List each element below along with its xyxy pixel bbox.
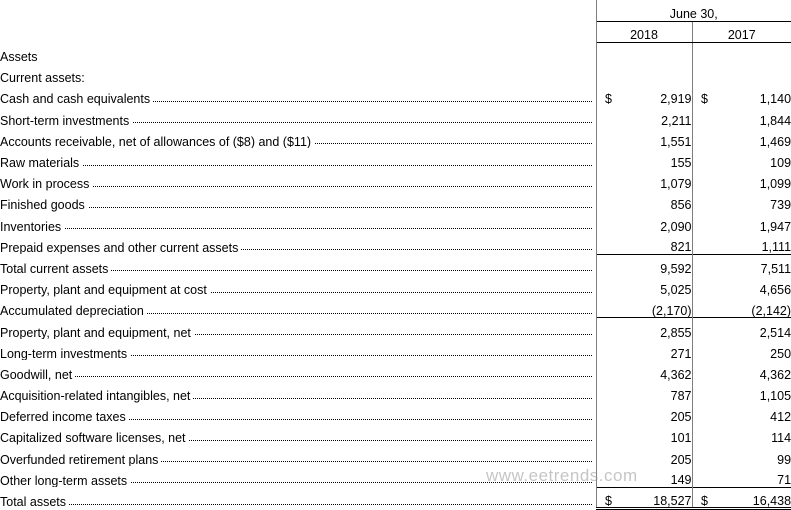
row-label [0, 212, 596, 233]
row-label-text: Accounts receivable, net of allowances of ($8) and ($11) [0, 135, 314, 149]
leader-dots [0, 376, 592, 377]
currency-symbol-2017 [692, 297, 708, 318]
value-2018: 1,551 [612, 127, 692, 148]
table-row [0, 42, 791, 63]
row-label-text: Acquisition-related intangibles, net [0, 389, 193, 403]
row-label [0, 191, 596, 212]
value-2017: 1,140 [759, 92, 791, 107]
row-label [0, 170, 596, 191]
currency-symbol-2018 [596, 445, 612, 466]
row-label-text: Goodwill, net [0, 368, 75, 382]
table-row [0, 339, 791, 360]
value-2017: 2,514 [708, 318, 791, 339]
row-label [0, 403, 596, 424]
row-label-text: Property, plant and equipment, net [0, 326, 194, 340]
table-row [0, 212, 791, 233]
row-label-text: Accumulated depreciation [0, 304, 147, 318]
header-row-period [0, 0, 791, 21]
row-label-text: Capitalized software licenses, net [0, 431, 189, 445]
value-2017: 739 [770, 198, 791, 213]
currency-symbol-2017 [692, 275, 708, 296]
currency-symbol-2017 [692, 148, 708, 169]
value-2018: 9,592 [612, 254, 692, 275]
value-2017 [708, 64, 791, 85]
currency-symbol-2017: $ [692, 487, 708, 508]
row-label [0, 148, 596, 169]
row-label-text: Property, plant and equipment at cost [0, 283, 210, 297]
table-row [0, 106, 791, 127]
row-label-text: Current assets: [0, 71, 88, 85]
row-label [0, 127, 596, 148]
row-label [0, 360, 596, 381]
table-row [0, 85, 791, 106]
value-2017: 4,362 [759, 367, 791, 382]
header-year-2017: 2017 [692, 21, 791, 42]
currency-symbol-2018 [596, 127, 612, 148]
value-2018: 2,211 [612, 106, 692, 127]
value-2017: 412 [770, 410, 791, 425]
currency-symbol-2018 [596, 233, 612, 254]
value-2018: 821 [612, 233, 692, 254]
header-spacer [0, 0, 596, 21]
row-label [0, 445, 596, 466]
currency-symbol-2017 [692, 381, 708, 402]
table-row [0, 360, 791, 381]
currency-symbol-2018 [596, 254, 612, 275]
value-2018: 18,527 [612, 487, 692, 508]
currency-symbol-2017 [692, 403, 708, 424]
currency-symbol-2018 [596, 106, 612, 127]
value-2018 [612, 42, 692, 63]
currency-symbol-2017 [692, 170, 708, 191]
value-2018: 205 [612, 403, 692, 424]
value-2017: 1,105 [759, 389, 791, 404]
currency-symbol-2017 [692, 233, 708, 254]
value-2018: 2,855 [612, 318, 692, 339]
table-row [0, 445, 791, 466]
value-2018: (2,170) [612, 297, 692, 318]
table-row [0, 466, 791, 487]
table-row [0, 318, 791, 339]
currency-symbol-2018: $ [596, 487, 612, 508]
currency-symbol-2018 [596, 381, 612, 402]
currency-symbol-2018 [596, 403, 612, 424]
table-row [0, 233, 791, 254]
currency-symbol-2018 [596, 148, 612, 169]
value-2017: 250 [770, 346, 791, 361]
row-label [0, 254, 596, 275]
value-2017: 7,511 [708, 254, 791, 275]
value-2018: 4,362 [612, 360, 692, 381]
table-row [0, 275, 791, 296]
row-label-text: Raw materials [0, 156, 82, 170]
value-2018: 271 [612, 339, 692, 360]
row-label [0, 297, 596, 318]
currency-symbol-2017 [692, 64, 708, 85]
row-label-text: Inventories [0, 220, 64, 234]
currency-symbol-2017 [692, 127, 708, 148]
value-2017: 1,099 [759, 177, 791, 192]
value-2017: 114 [771, 431, 791, 446]
value-2018 [612, 64, 692, 85]
row-label-text: Deferred income taxes [0, 410, 129, 424]
value-2017: 16,438 [708, 487, 791, 508]
table-row [0, 381, 791, 402]
table-row [0, 254, 791, 275]
currency-symbol-2017 [692, 424, 708, 445]
row-label-text: Long-term investments [0, 347, 130, 361]
currency-symbol-2018 [596, 360, 612, 381]
currency-symbol-2018 [596, 275, 612, 296]
table-row [0, 487, 791, 508]
value-2017: 71 [777, 473, 791, 488]
value-2017: 4,656 [759, 283, 791, 298]
header-spacer-2 [0, 21, 596, 42]
value-2017: 109 [770, 156, 791, 170]
row-label [0, 85, 596, 106]
value-2017: 1,844 [759, 113, 791, 128]
table-row [0, 424, 791, 445]
table-row [0, 148, 791, 169]
row-label [0, 339, 596, 360]
currency-symbol-2017 [692, 42, 708, 63]
row-label [0, 42, 596, 63]
value-2018: 5,025 [612, 275, 692, 296]
table-row [0, 191, 791, 212]
currency-symbol-2017: $ [701, 92, 708, 107]
table-row [0, 170, 791, 191]
row-label [0, 424, 596, 445]
currency-symbol-2017 [692, 445, 708, 466]
table-row [0, 127, 791, 148]
currency-symbol-2018 [596, 318, 612, 339]
table-row [0, 64, 791, 85]
leader-dots [0, 228, 592, 229]
currency-symbol-2018 [596, 466, 612, 487]
row-label [0, 318, 596, 339]
header-year-2018: 2018 [596, 21, 692, 42]
row-label [0, 106, 596, 127]
row-label-text: Overfunded retirement plans [0, 453, 161, 467]
currency-symbol-2017 [692, 106, 708, 127]
currency-symbol-2018 [596, 191, 612, 212]
currency-symbol-2018 [596, 170, 612, 191]
currency-symbol-2018 [596, 64, 612, 85]
row-label-text: Total assets [0, 495, 69, 509]
row-label-text: Cash and cash equivalents [0, 92, 153, 106]
table-row [0, 403, 791, 424]
value-2017 [708, 42, 791, 63]
value-2017: 1,947 [759, 219, 791, 234]
row-label-text: Work in process [0, 177, 92, 191]
row-label-text: Total current assets [0, 262, 111, 276]
leader-dots [0, 504, 592, 505]
header-row-years [0, 21, 791, 42]
row-label-text: Other long-term assets [0, 474, 130, 488]
currency-symbol-2017 [692, 466, 708, 487]
table-row [0, 297, 791, 318]
row-label [0, 487, 596, 508]
value-2017: 1,111 [761, 240, 791, 255]
currency-symbol-2018 [596, 424, 612, 445]
row-label-text: Finished goods [0, 198, 88, 212]
row-label [0, 64, 596, 85]
row-label-text: Assets [0, 50, 41, 64]
value-2018: 787 [612, 381, 692, 402]
header-period-label: June 30, [596, 0, 791, 21]
value-2018: 1,079 [612, 170, 692, 191]
row-label [0, 466, 596, 487]
value-2017: (2,142) [751, 303, 791, 318]
currency-symbol-2017 [692, 339, 708, 360]
value-2018: 205 [612, 445, 692, 466]
currency-symbol-2018 [596, 42, 612, 63]
currency-symbol-2017 [692, 360, 708, 381]
currency-symbol-2017 [692, 191, 708, 212]
currency-symbol-2018 [596, 339, 612, 360]
table-header [0, 0, 791, 42]
watermark-text: www.eetrends.com [486, 466, 638, 485]
value-2018: 101 [612, 424, 692, 445]
value-2018: 2,090 [612, 212, 692, 233]
value-2017: 1,469 [759, 134, 791, 149]
value-2017: 99 [777, 452, 791, 467]
currency-symbol-2017 [692, 254, 708, 275]
row-label-text: Prepaid expenses and other current assets [0, 241, 241, 255]
row-label [0, 233, 596, 254]
currency-symbol-2018 [596, 212, 612, 233]
row-label-text: Short-term investments [0, 114, 132, 128]
row-label [0, 381, 596, 402]
table-body [0, 42, 791, 508]
value-2018: 155 [612, 148, 692, 169]
value-2018: 2,919 [612, 85, 692, 106]
currency-symbol-2018: $ [605, 92, 612, 107]
leader-dots [0, 165, 592, 166]
value-2018: 149 [612, 466, 692, 487]
row-label [0, 275, 596, 296]
leader-dots [0, 207, 592, 208]
currency-symbol-2018 [596, 297, 612, 318]
currency-symbol-2017 [692, 318, 708, 339]
currency-symbol-2017 [692, 212, 708, 233]
value-2018: 856 [612, 191, 692, 212]
